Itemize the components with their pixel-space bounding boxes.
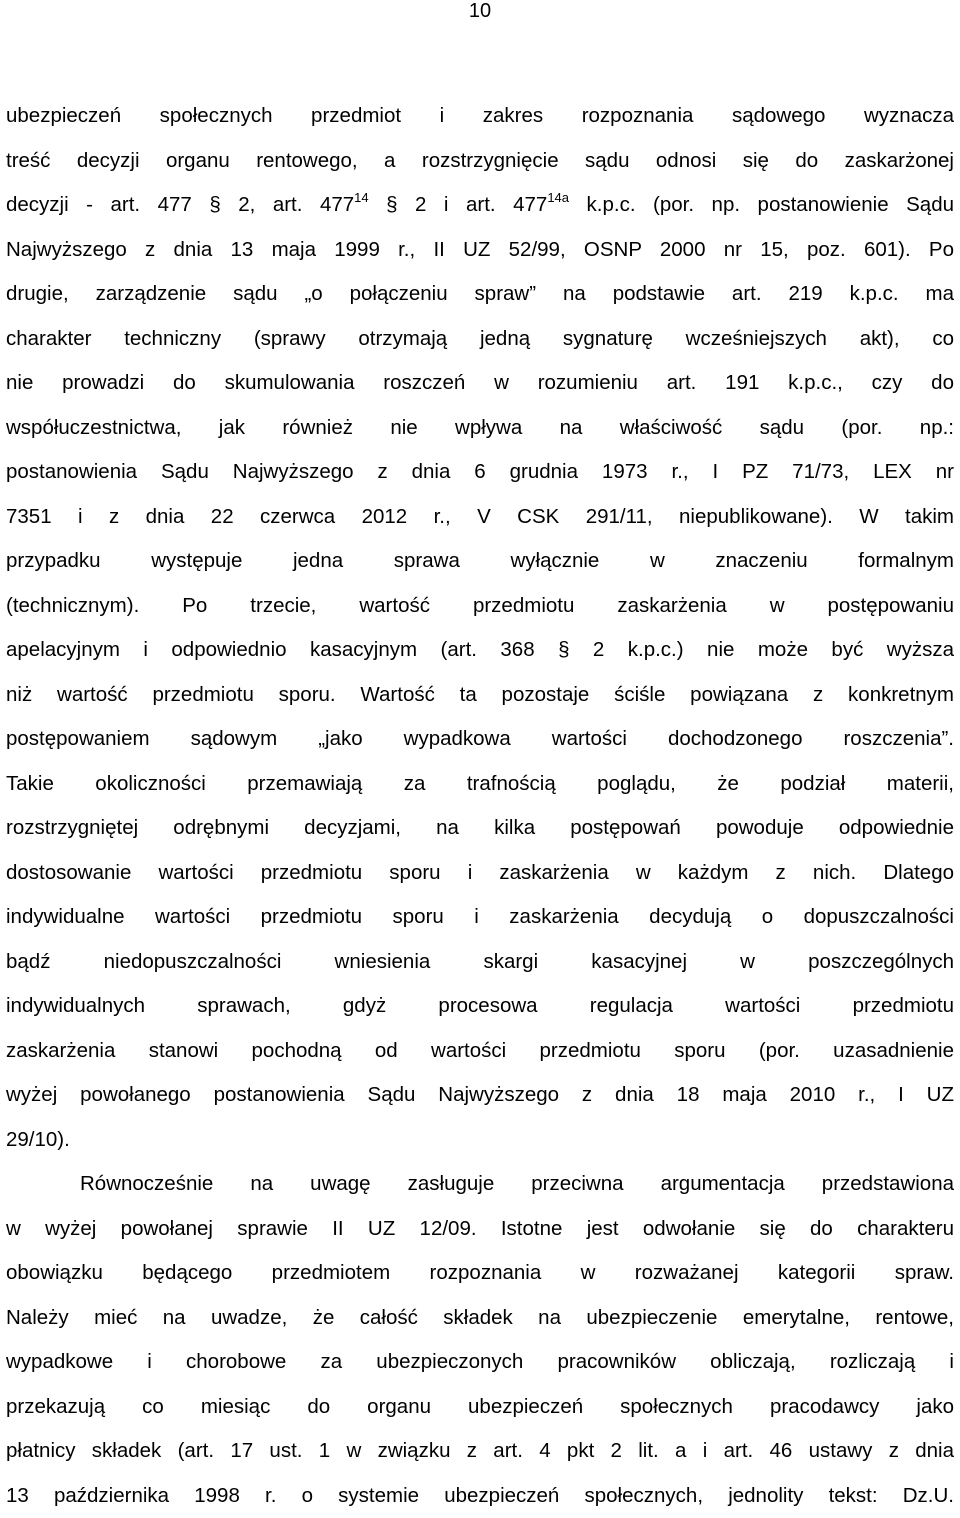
text-line: postępowaniem sądowym „jako wypadkowa wartości dochodzonego roszczenia”. bbox=[6, 717, 954, 762]
text-line bbox=[6, 183, 954, 228]
body-text bbox=[6, 94, 954, 1518]
text-line: indywidualne wartości przedmiotu sporu i zaskarżenia decydują o dopuszczalności bbox=[6, 895, 954, 940]
text-line: rozstrzygniętej odrębnymi decyzjami, na kilka postępowań powoduje odpowiednie bbox=[6, 806, 954, 851]
text-line: zaskarżenia stanowi pochodną od wartości przedmiotu sporu (por. uzasadnienie bbox=[6, 1029, 954, 1074]
superscript: 14 bbox=[354, 190, 368, 205]
text-line: (technicznym). Po trzecie, wartość przedmiotu zaskarżenia w postępowaniu bbox=[6, 584, 954, 629]
text-line: 29/10). bbox=[6, 1118, 954, 1163]
page-number: 10 bbox=[0, 0, 960, 22]
text-line: obowiązku będącego przedmiotem rozpoznania w rozważanej kategorii spraw. bbox=[6, 1251, 954, 1296]
text-line: wypadkowe i chorobowe za ubezpieczonych pracowników obliczają, rozliczają i bbox=[6, 1340, 954, 1385]
text-line: wyżej powołanego postanowienia Sądu Najwyższego z dnia 18 maja 2010 r., I UZ bbox=[6, 1073, 954, 1118]
text-line: Równocześnie na uwagę zasługuje przeciwna argumentacja przedstawiona bbox=[6, 1162, 954, 1207]
text-line: współuczestnictwa, jak również nie wpływa na właściwość sądu (por. np.: bbox=[6, 406, 954, 451]
text-line: postanowienia Sądu Najwyższego z dnia 6 grudnia 1973 r., I PZ 71/73, LEX nr bbox=[6, 450, 954, 495]
text-line: 13 października 1998 r. o systemie ubezpieczeń społecznych, jednolity tekst: Dz.U. bbox=[6, 1474, 954, 1518]
text-line: Należy mieć na uwadze, że całość składek na ubezpieczenie emerytalne, rentowe, bbox=[6, 1296, 954, 1341]
text-line: bądź niedopuszczalności wniesienia skargi kasacyjnej w poszczególnych bbox=[6, 940, 954, 985]
text-line: Najwyższego z dnia 13 maja 1999 r., II UZ 52/99, OSNP 2000 nr 15, poz. 601). Po bbox=[6, 228, 954, 273]
text-line: apelacyjnym i odpowiednio kasacyjnym (art. 368 § 2 k.p.c.) nie może być wyższa bbox=[6, 628, 954, 673]
text-line: drugie, zarządzenie sądu „o połączeniu spraw” na podstawie art. 219 k.p.c. ma bbox=[6, 272, 954, 317]
text-line: w wyżej powołanej sprawie II UZ 12/09. Istotne jest odwołanie się do charakteru bbox=[6, 1207, 954, 1252]
text-line: przekazują co miesiąc do organu ubezpieczeń społecznych pracodawcy jako bbox=[6, 1385, 954, 1430]
text-line: charakter techniczny (sprawy otrzymają jedną sygnaturę wcześniejszych akt), co bbox=[6, 317, 954, 362]
superscript: 14a bbox=[547, 190, 569, 205]
text-line: 7351 i z dnia 22 czerwca 2012 r., V CSK 291/11, niepublikowane). W takim bbox=[6, 495, 954, 540]
text-line: treść decyzji organu rentowego, a rozstrzygnięcie sądu odnosi się do zaskarżonej bbox=[6, 139, 954, 184]
text-line: płatnicy składek (art. 17 ust. 1 w związku z art. 4 pkt 2 lit. a i art. 46 ustawy z dnia bbox=[6, 1429, 954, 1474]
text-line: dostosowanie wartości przedmiotu sporu i zaskarżenia w każdym z nich. Dlatego bbox=[6, 851, 954, 896]
text-line: przypadku występuje jedna sprawa wyłącznie w znaczeniu formalnym bbox=[6, 539, 954, 584]
text-fragment: § 2 i art. 477 bbox=[369, 193, 548, 216]
text-fragment: k.p.c. (por. np. postanowienie Sądu bbox=[569, 193, 954, 216]
text-line: niż wartość przedmiotu sporu. Wartość ta pozostaje ściśle powiązana z konkretnym bbox=[6, 673, 954, 718]
text-line: indywidualnych sprawach, gdyż procesowa regulacja wartości przedmiotu bbox=[6, 984, 954, 1029]
text-line: nie prowadzi do skumulowania roszczeń w rozumieniu art. 191 k.p.c., czy do bbox=[6, 361, 954, 406]
text-fragment: decyzji - art. 477 § 2, art. 477 bbox=[6, 193, 354, 216]
text-line: Takie okoliczności przemawiają za trafnością poglądu, że podział materii, bbox=[6, 762, 954, 807]
text-line: ubezpieczeń społecznych przedmiot i zakres rozpoznania sądowego wyznacza bbox=[6, 94, 954, 139]
